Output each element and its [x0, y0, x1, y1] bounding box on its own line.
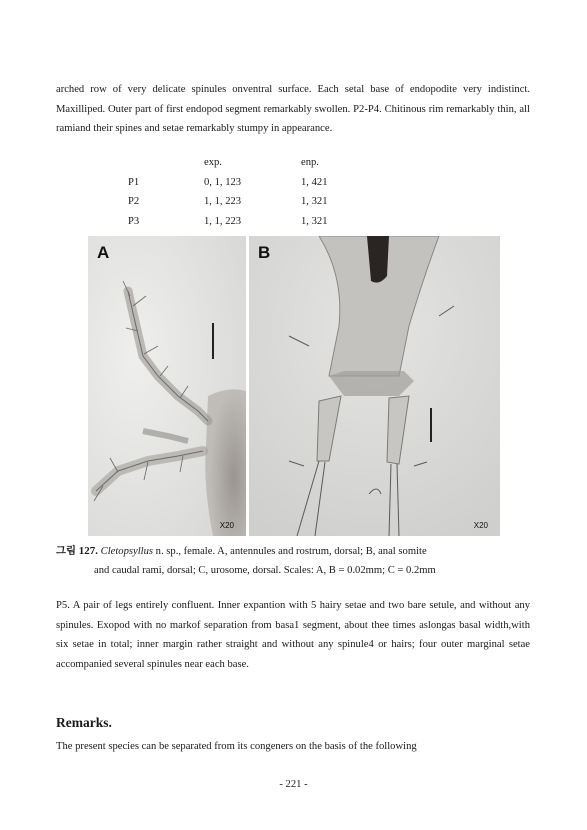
enp-formula: 1, 321 — [301, 196, 328, 207]
exp-formula: 0, 1, 123 — [204, 176, 242, 188]
anal-somite-micrograph — [249, 236, 500, 536]
scale-bar-a — [212, 323, 214, 359]
panel-b-magnification: X20 — [473, 521, 488, 530]
exp-formula: 1, 1, 223 — [204, 196, 242, 207]
panel-a-antennules — [88, 236, 246, 536]
panel-a-label: A — [97, 243, 110, 262]
scale-bar-b — [430, 408, 432, 442]
body-paragraph-1: arched row of very delicate spinules onventral surface. Each setal base of endopodite very indistinct. Maxilliped. Outer part of first endopod segment remarkably swollen. P2-P4. Chitinous rim remarkably thin, all ramiand their spines and setae remarkably stumpy in appearance. — [56, 84, 530, 134]
page-number: - 221 - — [279, 779, 308, 790]
caption-number: 127. — [78, 545, 98, 557]
body-paragraph-3: The present species can be separated from its congeners on the basis of the following — [56, 741, 417, 752]
leg-label: P2 — [128, 196, 140, 207]
panel-a-magnification: X20 — [219, 521, 234, 530]
caption-line1: n. sp., female. A, antennules and rostrum, dorsal; B, anal somite — [153, 546, 427, 557]
caption-label: 그림 — [56, 545, 77, 557]
enp-formula: 1, 421 — [301, 176, 328, 188]
leg-label: P1 — [128, 176, 140, 188]
panel-b-anal-somite — [249, 236, 500, 536]
header-enp: enp. — [301, 157, 319, 168]
exp-formula: 1, 1, 223 — [204, 215, 242, 227]
remarks-heading: Remarks. — [56, 715, 112, 730]
micrograph-figure — [88, 236, 500, 536]
header-exp: exp. — [204, 157, 222, 168]
enp-formula: 1, 321 — [301, 215, 328, 227]
figure-caption — [56, 542, 534, 580]
antennule-micrograph — [88, 236, 246, 536]
panel-b-label: B — [258, 243, 271, 262]
caption-line2: and caudal rami, dorsal; C, urosome, dorsal. Scales: A, B = 0.02mm; C = 0.2mm — [94, 565, 436, 576]
caption-genus: Cletopsyllus — [100, 546, 154, 557]
body-paragraph-2: P5. A pair of legs entirely confluent. Inner expantion with 5 hairy setae and two bare setule, and without any spinules. Exopod with no markof separation from basa1 segment, about thee times aslongas basal width,with six setae in total; inner margin rather straight and without any spinule4 or hairs; four outer marginal setae accompanied several spinules near each base. — [56, 600, 530, 670]
leg-label: P3 — [128, 215, 140, 227]
